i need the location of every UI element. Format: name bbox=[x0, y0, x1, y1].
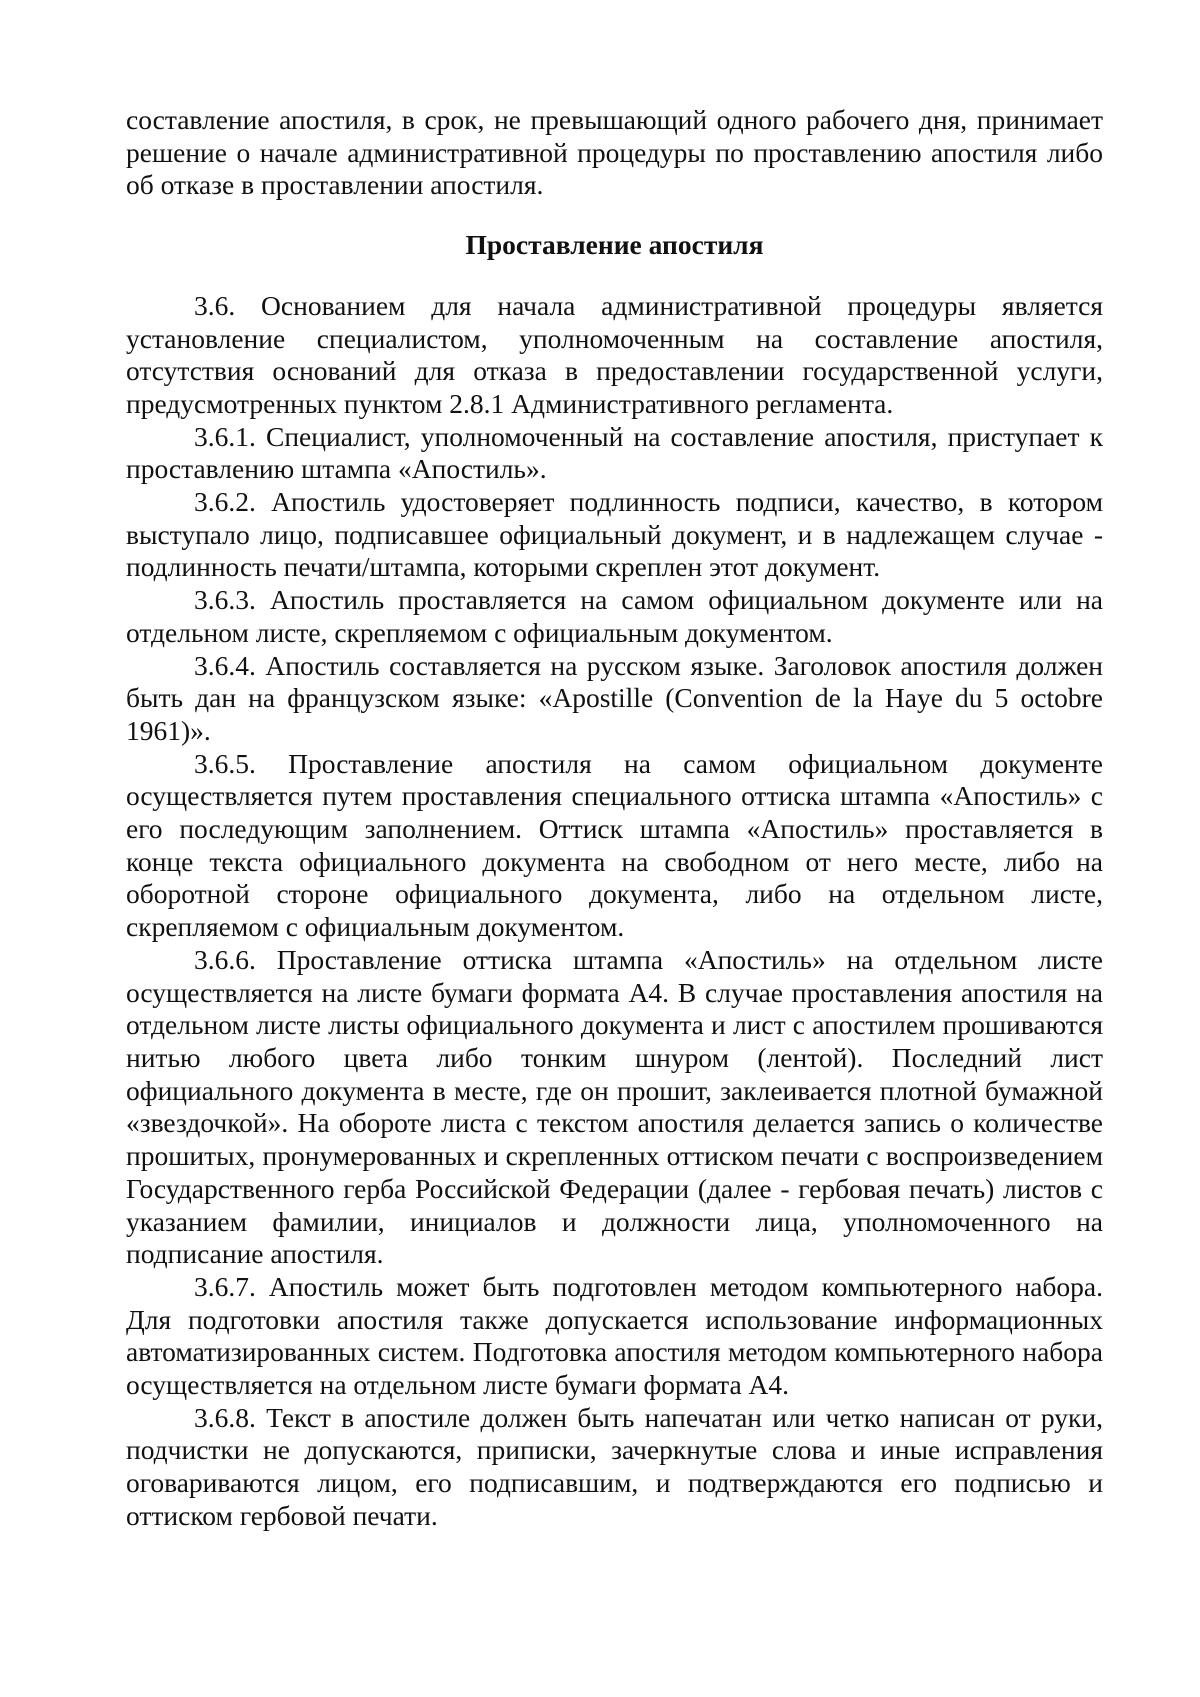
intro-paragraph: составление апостиля, в срок, не превышающий одного рабочего дня, принимает решение о начале административной процедуры по проставлению апостиля либо об отказе в проставлении апостиля. bbox=[126, 104, 1103, 201]
paragraph-3-6-7: 3.6.7. Апостиль может быть подготовлен методом компьютерного набора. Для подготовки апостиля также допускается использование информационных автоматизированных систем. Подготовка апостиля методом компьютерного набора осуществляется на отдельном листе бумаги формата А4. bbox=[126, 1270, 1103, 1401]
paragraph-3-6-3: 3.6.3. Апостиль проставляется на самом официальном документе или на отдельном листе, скрепляемом с официальным документом. bbox=[126, 584, 1103, 648]
paragraph-3-6-8: 3.6.8. Текст в апостиле должен быть напечатан или четко написан от руки, подчистки не допускаются, приписки, зачеркнутые слова и иные исправления оговариваются лицом, его подписавшим, и подтверждаются его подписью и оттиском гербовой печати. bbox=[126, 1401, 1103, 1531]
paragraph-3-6-1: 3.6.1. Специалист, уполномоченный на составление апостиля, приступает к проставлению штампа «Апостиль». bbox=[126, 420, 1103, 485]
paragraph-3-6-2: 3.6.2. Апостиль удостоверяет подлинность подписи, качество, в котором выступало лицо, подписавшее официальный документ, и в надлежащем случае - подлинность печати/штампа, которыми скреплен этот документ. bbox=[126, 486, 1103, 583]
document-page bbox=[126, 104, 1103, 1533]
paragraph-3-6: 3.6. Основанием для начала административной процедуры является установление специалистом, уполномоченным на составление апостиля, отсутствия оснований для отказа в предоставлении государственной услуги, предусмотренных пунктом 2.8.1 Административного регламента. bbox=[126, 289, 1103, 419]
section-heading: Проставление апостиля bbox=[465, 229, 764, 261]
paragraph-3-6-4: 3.6.4. Апостиль составляется на русском языке. Заголовок апостиля должен быть дан на французском языке: «Apostille (Convention de la Haye du 5 octobre 1961)». bbox=[126, 649, 1103, 746]
paragraph-3-6-5: 3.6.5. Проставление апостиля на самом официальном документе осуществляется путем проставления специального оттиска штампа «Апостиль» с его последующим заполнением. Оттиск штампа «Апостиль» проставляется в конце текста официального документа на свободном от него месте, либо на оборотной стороне официального документа, либо на отдельном листе, скрепляемом с официальным документом. bbox=[126, 747, 1103, 943]
paragraph-3-6-6: 3.6.6. Проставление оттиска штампа «Апостиль» на отдельном листе осуществляется на листе бумаги формата А4. В случае проставления апостиля на отдельном листе листы официального документа и лист с апостилем прошиваются нитью любого цвета либо тонким шнуром (лентой). Последний лист официального документа в месте, где он прошит, заклеивается плотной бумажной «звездочкой». На обороте листа с текстом апостиля делается запись о количестве прошитых, пронумерованных и скрепленных оттиском печати с воспроизведением Государственного герба Российской Федерации (далее - гербовая печать) листов с указанием фамилии, инициалов и должности лица, уполномоченного на подписание апостиля. bbox=[126, 943, 1103, 1270]
